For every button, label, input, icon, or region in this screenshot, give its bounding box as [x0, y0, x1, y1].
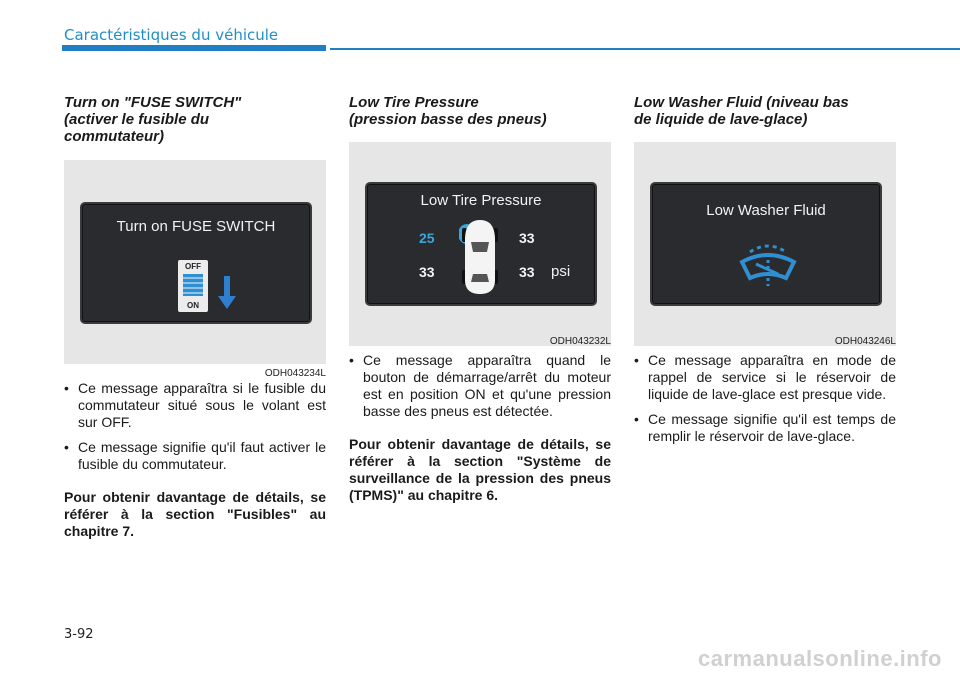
fuse-switch-graphic	[178, 260, 208, 312]
tire-rear-right-value: 33	[519, 264, 535, 280]
car-top-view-icon	[459, 218, 501, 296]
bullet-list	[634, 352, 896, 445]
figure-code: ODH043234L	[264, 368, 326, 379]
reference-paragraph: Pour obtenir davantage de détails, se référer à la section "Système de surveillance de la pression des pneus (TPMS)" au chapitre 6.	[349, 436, 611, 503]
washer-fluid-icon	[738, 238, 798, 288]
pressure-unit: psi	[551, 263, 571, 280]
figure-low-washer-fluid	[634, 142, 896, 346]
figure-low-tire-pressure	[349, 142, 611, 346]
reference-paragraph: Pour obtenir davantage de détails, se référer à la section "Fusibles" au chapitre 7.	[64, 489, 326, 539]
screen-title: Low Tire Pressure	[420, 192, 542, 209]
arrow-down-icon	[218, 276, 236, 310]
bullet-item: • Ce message apparaîtra si le fusible du commutateur situé sous le volant est sur OFF.	[64, 380, 326, 431]
column-low-tire-body	[349, 352, 611, 504]
bullet-item: • Ce message signifie qu'il faut activer le fusible du commutateur.	[64, 439, 326, 473]
switch-off-label: OFF	[185, 262, 201, 271]
cluster-screen	[80, 202, 312, 324]
switch-slider	[183, 274, 203, 296]
watermark: carmanualsonline.info	[698, 646, 942, 671]
bullet-list	[349, 352, 611, 420]
tire-front-left-value: 25	[419, 230, 435, 246]
page-number: 3-92	[64, 627, 94, 642]
section-title-low-tire-pressure: Low Tire Pressure (pression basse des pneus)	[349, 94, 547, 128]
cluster-screen	[650, 182, 882, 306]
screen-title: Turn on FUSE SWITCH	[116, 218, 276, 235]
bullet-item: • Ce message apparaîtra quand le bouton de démarrage/arrêt du moteur est en position ON et qu'une pression basse des pneus est détectée.	[349, 352, 611, 420]
bullet-item: • Ce message apparaîtra en mode de rappel de service si le réservoir de liquide de lave-glace est presque vide.	[634, 352, 896, 403]
figure-code: ODH043232L	[549, 336, 611, 347]
figure-fuse-switch	[64, 160, 326, 364]
tire-rear-left-value: 33	[419, 264, 435, 280]
section-title-fuse-switch: Turn on "FUSE SWITCH" (activer le fusible du commutateur)	[64, 94, 242, 145]
screen-title: Low Washer Fluid	[706, 202, 826, 219]
switch-on-label: ON	[187, 301, 199, 310]
bullet-item: • Ce message signifie qu'il est temps de remplir le réservoir de lave-glace.	[634, 411, 896, 445]
column-fuse-switch-body	[64, 380, 326, 540]
tire-front-right-value: 33	[519, 230, 535, 246]
bullet-list	[64, 380, 326, 473]
section-title-low-washer-fluid: Low Washer Fluid (niveau bas de liquide de lave-glace)	[634, 94, 849, 128]
cluster-screen	[365, 182, 597, 306]
column-low-washer-body	[634, 352, 896, 453]
figure-code: ODH043246L	[834, 336, 896, 347]
header-rule-thin	[330, 48, 960, 50]
header-rule-thick	[62, 45, 326, 51]
header-title: Caractéristiques du véhicule	[64, 26, 279, 44]
